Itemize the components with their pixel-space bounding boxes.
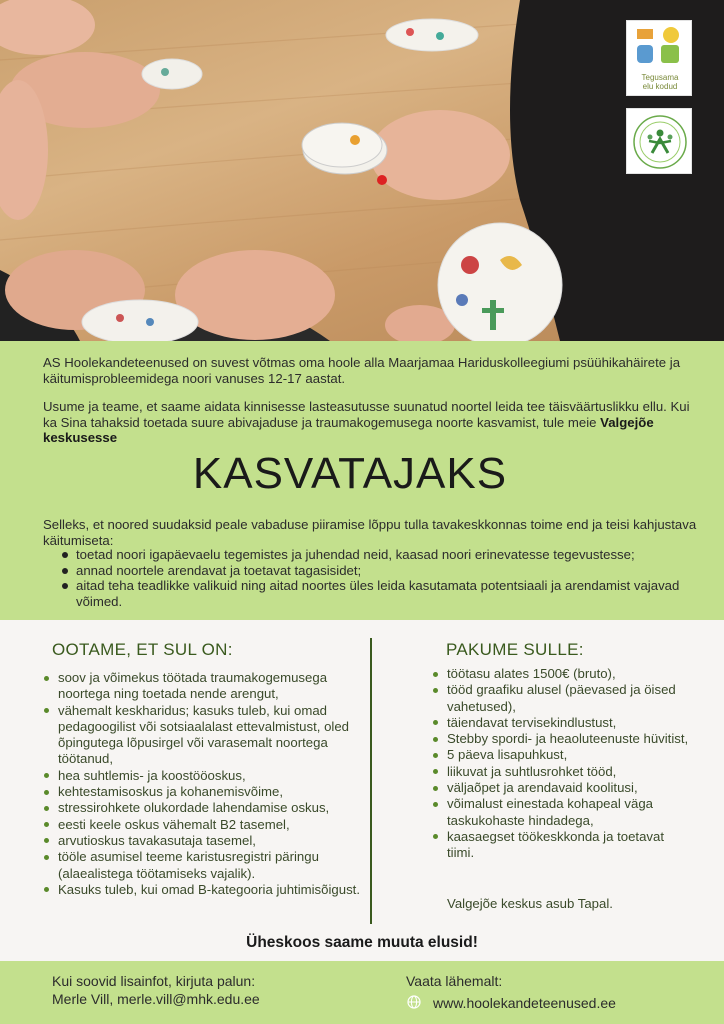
offer-item: liikuvat ja suhtlusrohket tööd, xyxy=(431,764,691,780)
requirement-item: kehtestamisoskus ja kohanemisvõime, xyxy=(42,784,362,800)
requirement-item: Kasuks tuleb, kui omad B-kategooria juhtimisõigust. xyxy=(42,882,362,898)
duty-item: toetad noori igapäevaelu tegemistes ja juhendad neid, kaasad noori erinevatesse tegevustesse; xyxy=(58,547,708,563)
intro-section xyxy=(0,341,724,620)
footer xyxy=(0,961,724,1024)
duty-item: annad noortele arendavat ja toetavat tagasisidet; xyxy=(58,563,708,579)
offer-list xyxy=(431,666,691,862)
requirement-item: stressirohkete olukordade lahendamise oskus, xyxy=(42,800,362,816)
intro-paragraph-1: AS Hoolekandeteenused on suvest võtmas oma hoole alla Maarjamaa Hariduskolleegiumi psüühikahäirete ja käitumisprobleemidega noori vanuses 12-17 aastat. xyxy=(43,355,681,386)
offer-item: kaasaegset töökeskkonda ja toetavat tiimi. xyxy=(431,829,691,862)
contact-prompt: Kui soovid lisainfot, kirjuta palun: xyxy=(52,973,256,989)
contact-person-email[interactable]: Merle Vill, merle.vill@mhk.edu.ee xyxy=(52,991,260,1007)
column-divider xyxy=(370,638,372,924)
requirement-item: eesti keele oskus vähemalt B2 tasemel, xyxy=(42,817,362,833)
offer-title: PAKUME SULLE: xyxy=(446,640,584,659)
tegusama-elu-kodud-logo xyxy=(626,20,692,96)
center-name: Valgejõe keskusesse xyxy=(43,414,654,445)
card-game-table-illustration xyxy=(0,0,724,341)
offer-item: 5 päeva lisapuhkust, xyxy=(431,747,691,763)
circle-emblem-logo xyxy=(626,108,692,174)
offer-item: võimalust einestada kohapeal väga taskukohaste hindadega, xyxy=(431,796,691,829)
job-title-headline: KASVATAJAKS xyxy=(192,449,508,498)
offer-item: Stebby spordi- ja heaoluteenuste hüvitist, xyxy=(431,731,691,747)
offer-item: tööd graafiku alusel (päevased ja öised vahetused), xyxy=(431,682,691,715)
logo-text: Tegusama elu kodud xyxy=(641,73,679,91)
intro-paragraph-2-text: Usume ja teame, et saame aidata kinnisesse lasteasutusse suunatud noortel leida tee täisväärtuslikku ellu. Kui ka Sina tahaksid toetada suure abivajaduse ja traumakogemusega noorte kasvamist, tule meie xyxy=(43,399,690,430)
requirements-title: OOTAME, ET SUL ON: xyxy=(52,640,233,659)
offer-item: töötasu alates 1500€ (bruto), xyxy=(431,666,691,682)
requirement-item: hea suhtlemis- ja koostööoskus, xyxy=(42,768,362,784)
intro-paragraph-2 xyxy=(43,399,698,446)
globe-icon xyxy=(407,995,421,1009)
requirements-offer-section xyxy=(0,620,724,961)
sodi-logo-mark xyxy=(627,21,693,73)
hero-photo xyxy=(0,0,724,341)
requirement-item: soov ja võimekus töötada traumakogemusega noortega ning toetada nende arengut, xyxy=(42,670,362,703)
requirement-item: arvutioskus tavakasutaja tasemel, xyxy=(42,833,362,849)
slogan: Üheskoos saame muuta elusid! xyxy=(246,934,478,951)
offer-item: väljaõpet ja arendavaid koolitusi, xyxy=(431,780,691,796)
duties-list xyxy=(58,547,708,609)
requirements-list xyxy=(42,670,362,898)
more-info-label: Vaata lähemalt: xyxy=(406,973,503,989)
offer-item: täiendavat tervisekindlustust, xyxy=(431,715,691,731)
duty-item: aitad teha teadlikke valikuid ning aitad noortes üles leida kasutamata potentsiaali ja arendamist vajavad võimed. xyxy=(58,578,708,609)
requirement-item: vähemalt keskharidus; kasuks tuleb, kui omad pedagoogilist või sotsiaalalast ettevalmistust, oled õpingutega lõpusirgel või varasemalt noortega töötanud, xyxy=(42,703,362,768)
requirement-item: tööle asumisel teeme karistusregistri päringu (alaealistega töötamiseks vajalik). xyxy=(42,849,362,882)
location-note: Valgejõe keskus asub Tapal. xyxy=(447,896,613,911)
website-link[interactable]: www.hoolekandeteenused.ee xyxy=(433,995,616,1011)
duties-intro: Selleks, et noored suudaksid peale vabaduse piiramise lõppu tulla tavakeskkonnas toime end ja teisi kahjustava käitumiseta: xyxy=(43,517,697,548)
